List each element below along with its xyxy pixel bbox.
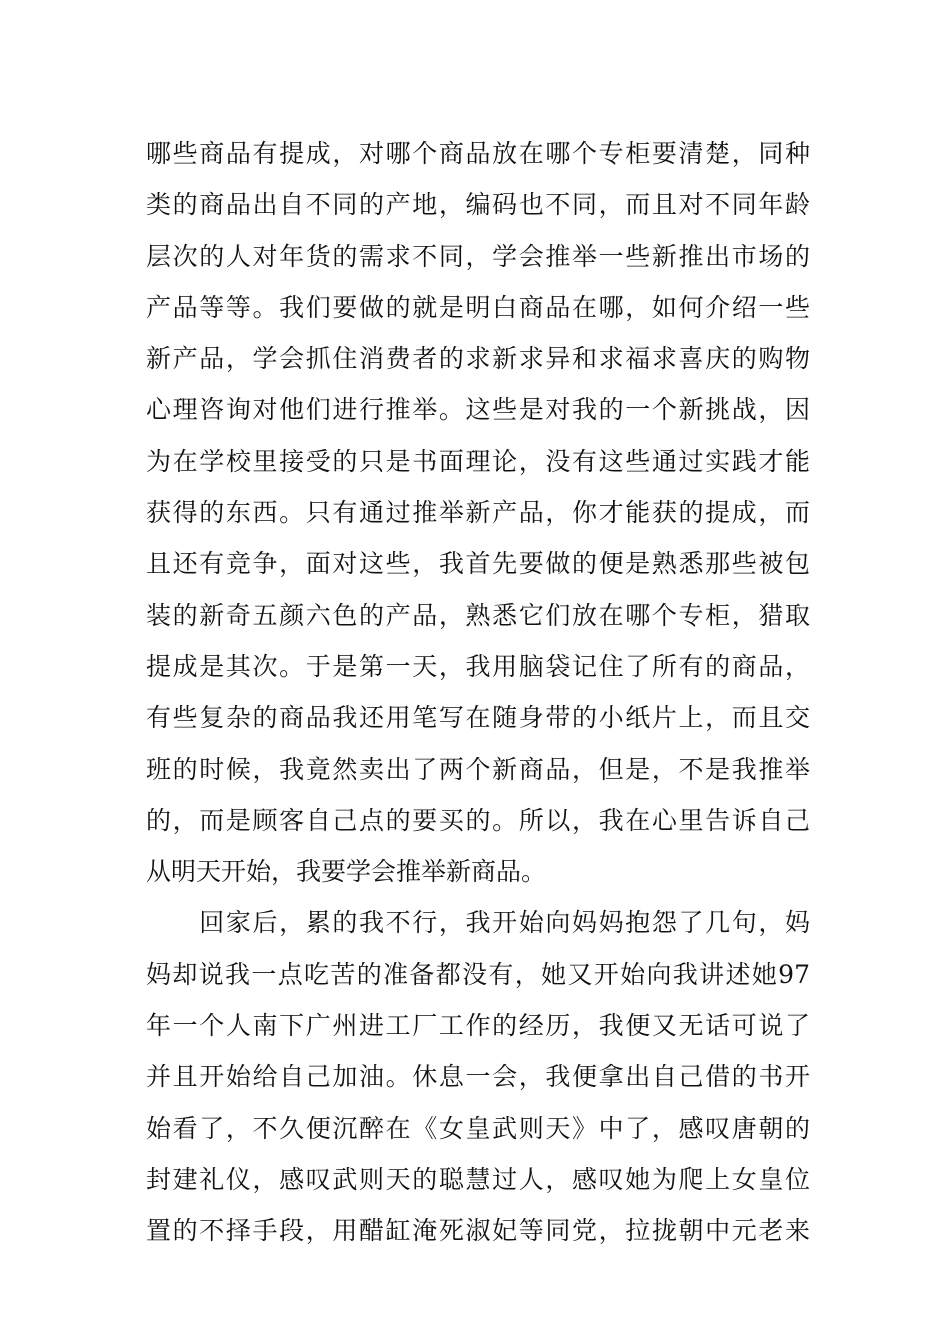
text-line: 置的不择手段，用醋缸淹死淑妃等同党，拉拢朝中元老来 bbox=[146, 1216, 810, 1246]
text-line: 装的新奇五颜六色的产品，熟悉它们放在哪个专柜，猎取 bbox=[146, 600, 810, 630]
body-text bbox=[146, 128, 810, 1257]
text-line: 的，而是顾客自己点的要买的。所以，我在心里告诉自己 bbox=[146, 805, 810, 835]
text-line: 产品等等。我们要做的就是明白商品在哪，如何介绍一些 bbox=[146, 292, 810, 322]
text-line: 新产品，学会抓住消费者的求新求异和求福求喜庆的购物 bbox=[146, 344, 810, 374]
text-line: 提成是其次。于是第一天，我用脑袋记住了所有的商品， bbox=[146, 651, 810, 681]
text-line: 并且开始给自己加油。休息一会，我便拿出自己借的书开 bbox=[146, 1062, 810, 1092]
text-line: 封建礼仪，感叹武则天的聪慧过人，感叹她为爬上女皇位 bbox=[146, 1164, 810, 1194]
text-line: 妈却说我一点吃苦的准备都没有，她又开始向我讲述她97 bbox=[146, 959, 810, 989]
text-line: 始看了，不久便沉醉在《女皇武则天》中了，感叹唐朝的 bbox=[146, 1113, 810, 1143]
text-line: 有些复杂的商品我还用笔写在随身带的小纸片上，而且交 bbox=[146, 703, 810, 733]
text-line: 获得的东西。只有通过推举新产品，你才能获的提成，而 bbox=[146, 498, 810, 528]
paragraph-1 bbox=[146, 128, 810, 897]
text-line: 为在学校里接受的只是书面理论，没有这些通过实践才能 bbox=[146, 446, 810, 476]
text-line: 心理咨询对他们进行推举。这些是对我的一个新挑战，因 bbox=[146, 395, 810, 425]
text-line: 哪些商品有提成，对哪个商品放在哪个专柜要清楚，同种 bbox=[146, 139, 810, 168]
paragraph-2 bbox=[146, 897, 810, 1256]
text-line: 类的商品出自不同的产地，编码也不同，而且对不同年龄 bbox=[146, 190, 810, 220]
text-line: 且还有竞争，面对这些，我首先要做的便是熟悉那些被包 bbox=[146, 549, 810, 579]
text-line: 班的时候，我竟然卖出了两个新商品，但是，不是我推举 bbox=[146, 754, 810, 784]
text-line: 回家后，累的我不行，我开始向妈妈抱怨了几句，妈 bbox=[146, 908, 810, 938]
text-line: 从明天开始，我要学会推举新商品。 bbox=[146, 857, 547, 887]
text-line: 年一个人南下广州进工厂工作的经历，我便又无话可说了 bbox=[146, 1011, 810, 1041]
text-line: 层次的人对年货的需求不同，学会推举一些新推出市场的 bbox=[146, 241, 810, 271]
